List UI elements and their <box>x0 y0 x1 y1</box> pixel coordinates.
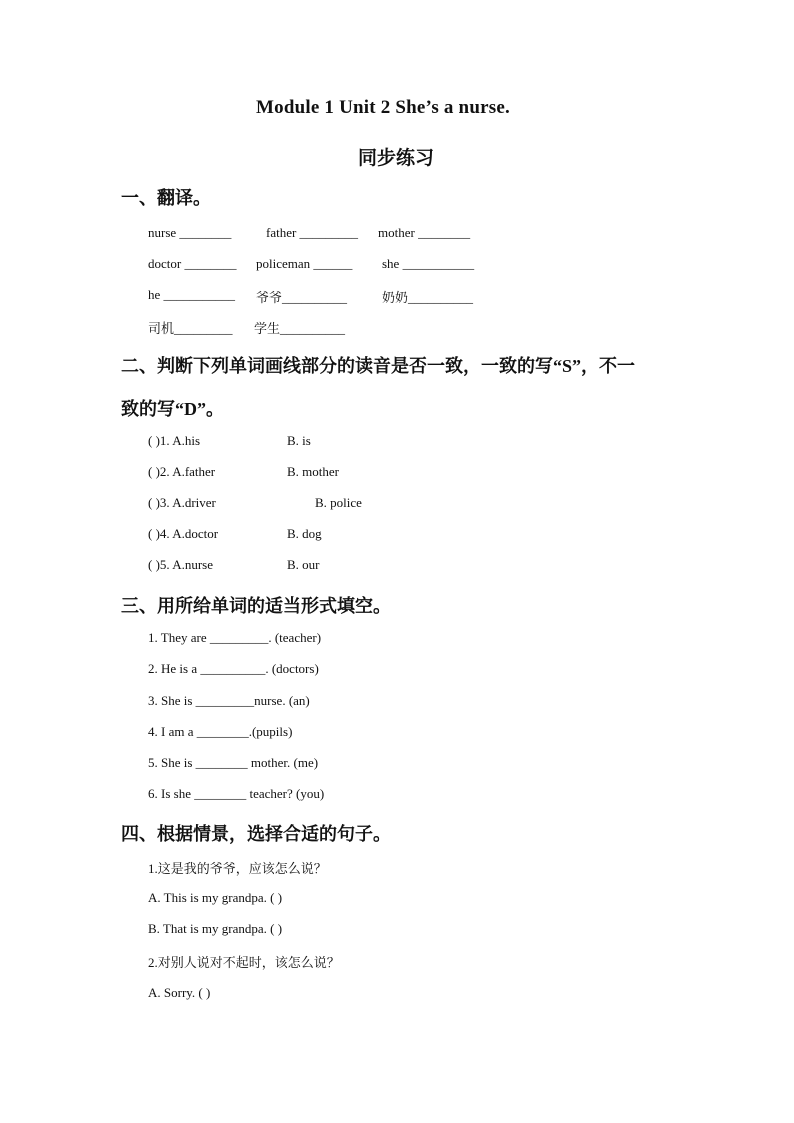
translate-item: mother ________ <box>378 225 471 240</box>
page-subtitle: 同步练习 <box>358 148 435 169</box>
translate-item: doctor ________ <box>148 256 237 271</box>
translate-item: 司机_________ <box>148 321 233 336</box>
translate-item: policeman ______ <box>256 256 353 271</box>
translate-item: 奶奶__________ <box>382 290 474 305</box>
translate-item: he ___________ <box>148 287 236 302</box>
fill-blank-item: 3. She is _________nurse. (an) <box>148 693 310 708</box>
pronunciation-item-a: ( )1. A.his <box>148 433 200 448</box>
pronunciation-item-b: B. dog <box>287 526 322 541</box>
translate-item: 爷爷__________ <box>256 290 348 305</box>
fill-blank-item: 4. I am a ________.(pupils) <box>148 724 293 739</box>
translate-item: father _________ <box>266 225 359 240</box>
translate-item: 学生__________ <box>254 321 346 336</box>
pronunciation-item-b: B. is <box>287 433 311 448</box>
pronunciation-item-b: B. police <box>315 495 362 510</box>
page-title: Module 1 Unit 2 She’s a nurse. <box>256 97 510 118</box>
pronunciation-item-a: ( )2. A.father <box>148 464 216 479</box>
pronunciation-item-b: B. mother <box>287 464 339 479</box>
section1-heading: 一、翻译。 <box>121 188 211 208</box>
situation-option: A. Sorry. ( ) <box>148 985 211 1000</box>
situation-question: 1.这是我的爷爷，应该怎么说？ <box>148 861 327 876</box>
pronunciation-item-a: ( )5. A.nurse <box>148 557 213 572</box>
situation-question: 2.对别人说对不起时，该怎么说？ <box>148 955 340 970</box>
fill-blank-item: 6. Is she ________ teacher? (you) <box>148 786 325 801</box>
section4-heading: 四、根据情景，选择合适的句子。 <box>121 824 391 844</box>
fill-blank-item: 5. She is ________ mother. (me) <box>148 755 319 770</box>
translate-item: nurse ________ <box>148 225 232 240</box>
section3-heading: 三、用所给单词的适当形式填空。 <box>121 596 391 616</box>
section2-heading-line1: 二、判断下列单词画线部分的读音是否一致，一致的写“S”，不一 <box>121 356 636 376</box>
pronunciation-item-a: ( )4. A.doctor <box>148 526 219 541</box>
translate-item: she ___________ <box>382 256 475 271</box>
fill-blank-item: 2. He is a __________. (doctors) <box>148 661 319 676</box>
situation-option: A. This is my grandpa. ( ) <box>148 890 283 905</box>
situation-option: B. That is my grandpa. ( ) <box>148 921 283 936</box>
fill-blank-item: 1. They are _________. (teacher) <box>148 630 322 645</box>
section2-heading-line2: 致的写“D”。 <box>121 399 224 419</box>
pronunciation-item-a: ( )3. A.driver <box>148 495 216 510</box>
pronunciation-item-b: B. our <box>287 557 320 572</box>
